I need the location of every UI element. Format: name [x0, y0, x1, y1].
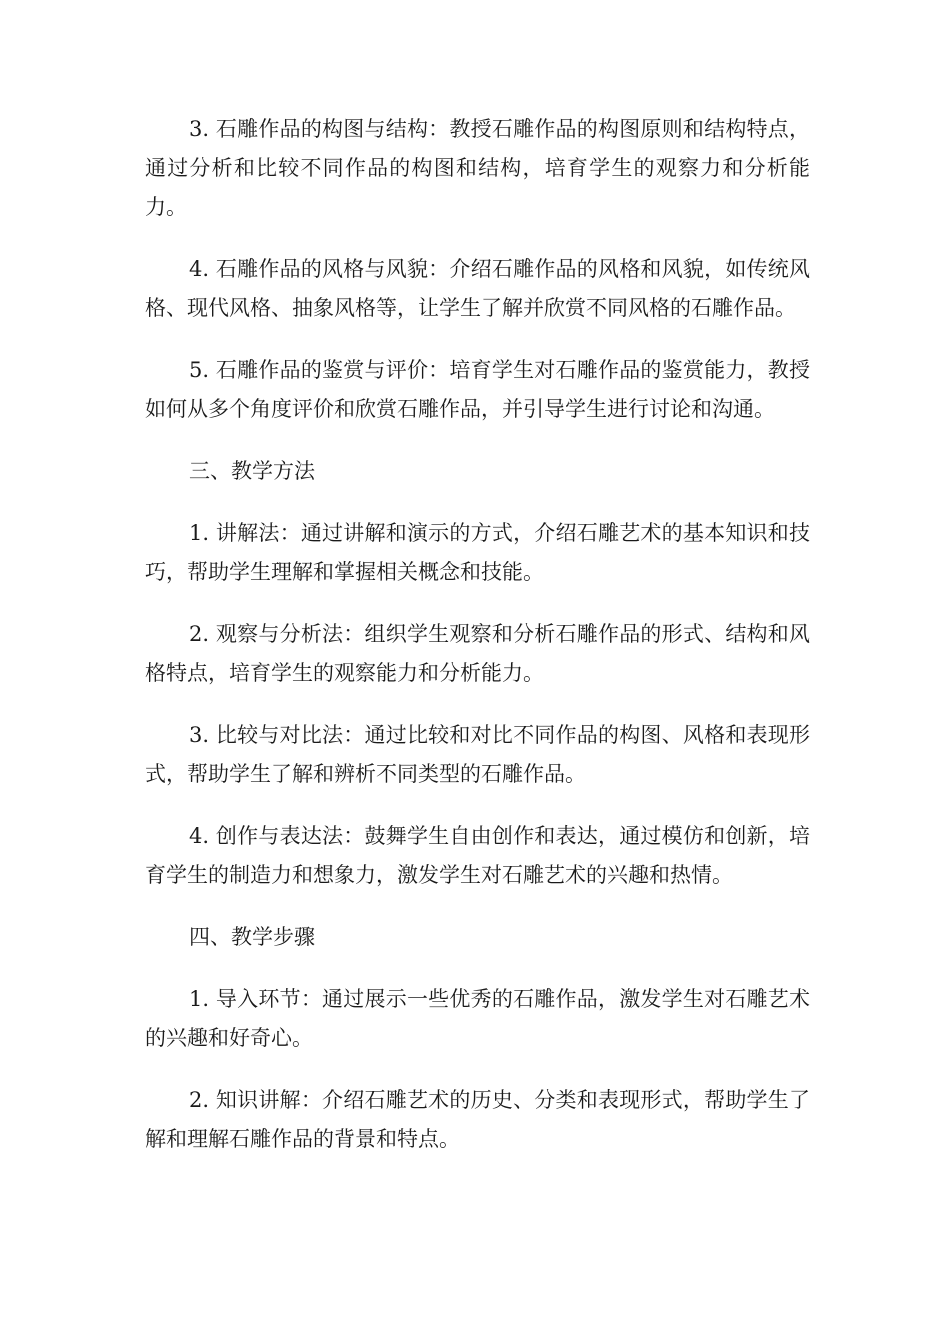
- paragraph-lecture-method: 1. 讲解法：通过讲解和演示的方式，介绍石雕艺术的基本知识和技巧，帮助学生理解和掌握相关概念和技能。: [145, 521, 810, 584]
- paragraph-composition-structure: 3. 石雕作品的构图与结构：教授石雕作品的构图原则和结构特点，通过分析和比较不同作品的构图和结构，培育学生的观察力和分析能力。: [145, 117, 810, 219]
- document-body: [145, 110, 810, 1182]
- paragraph-appreciation-evaluation: 5. 石雕作品的鉴赏与评价：培育学生对石雕作品的鉴赏能力，教授如何从多个角度评价和欣赏石雕作品，并引导学生进行讨论和沟通。: [145, 358, 810, 421]
- paragraph-knowledge-step: 2. 知识讲解：介绍石雕艺术的历史、分类和表现形式，帮助学生了解和理解石雕作品的背景和特点。: [145, 1088, 810, 1151]
- paragraph-comparison-method: 3. 比较与对比法：通过比较和对比不同作品的构图、风格和表现形式，帮助学生了解和辨析不同类型的石雕作品。: [145, 723, 810, 786]
- section-heading-teaching-steps: 四、教学步骤: [189, 925, 315, 949]
- paragraph-creation-method: 4. 创作与表达法：鼓舞学生自由创作和表达，通过模仿和创新，培育学生的制造力和想象力，激发学生对石雕艺术的兴趣和热情。: [145, 824, 810, 887]
- paragraph-introduction-step: 1. 导入环节：通过展示一些优秀的石雕作品，激发学生对石雕艺术的兴趣和好奇心。: [145, 987, 810, 1050]
- section-heading-teaching-methods: 三、教学方法: [189, 459, 315, 483]
- paragraph-observation-method: 2. 观察与分析法：组织学生观察和分析石雕作品的形式、结构和风格特点，培育学生的观察能力和分析能力。: [145, 622, 810, 685]
- paragraph-style-appearance: 4. 石雕作品的风格与风貌：介绍石雕作品的风格和风貌，如传统风格、现代风格、抽象风格等，让学生了解并欣赏不同风格的石雕作品。: [145, 257, 810, 320]
